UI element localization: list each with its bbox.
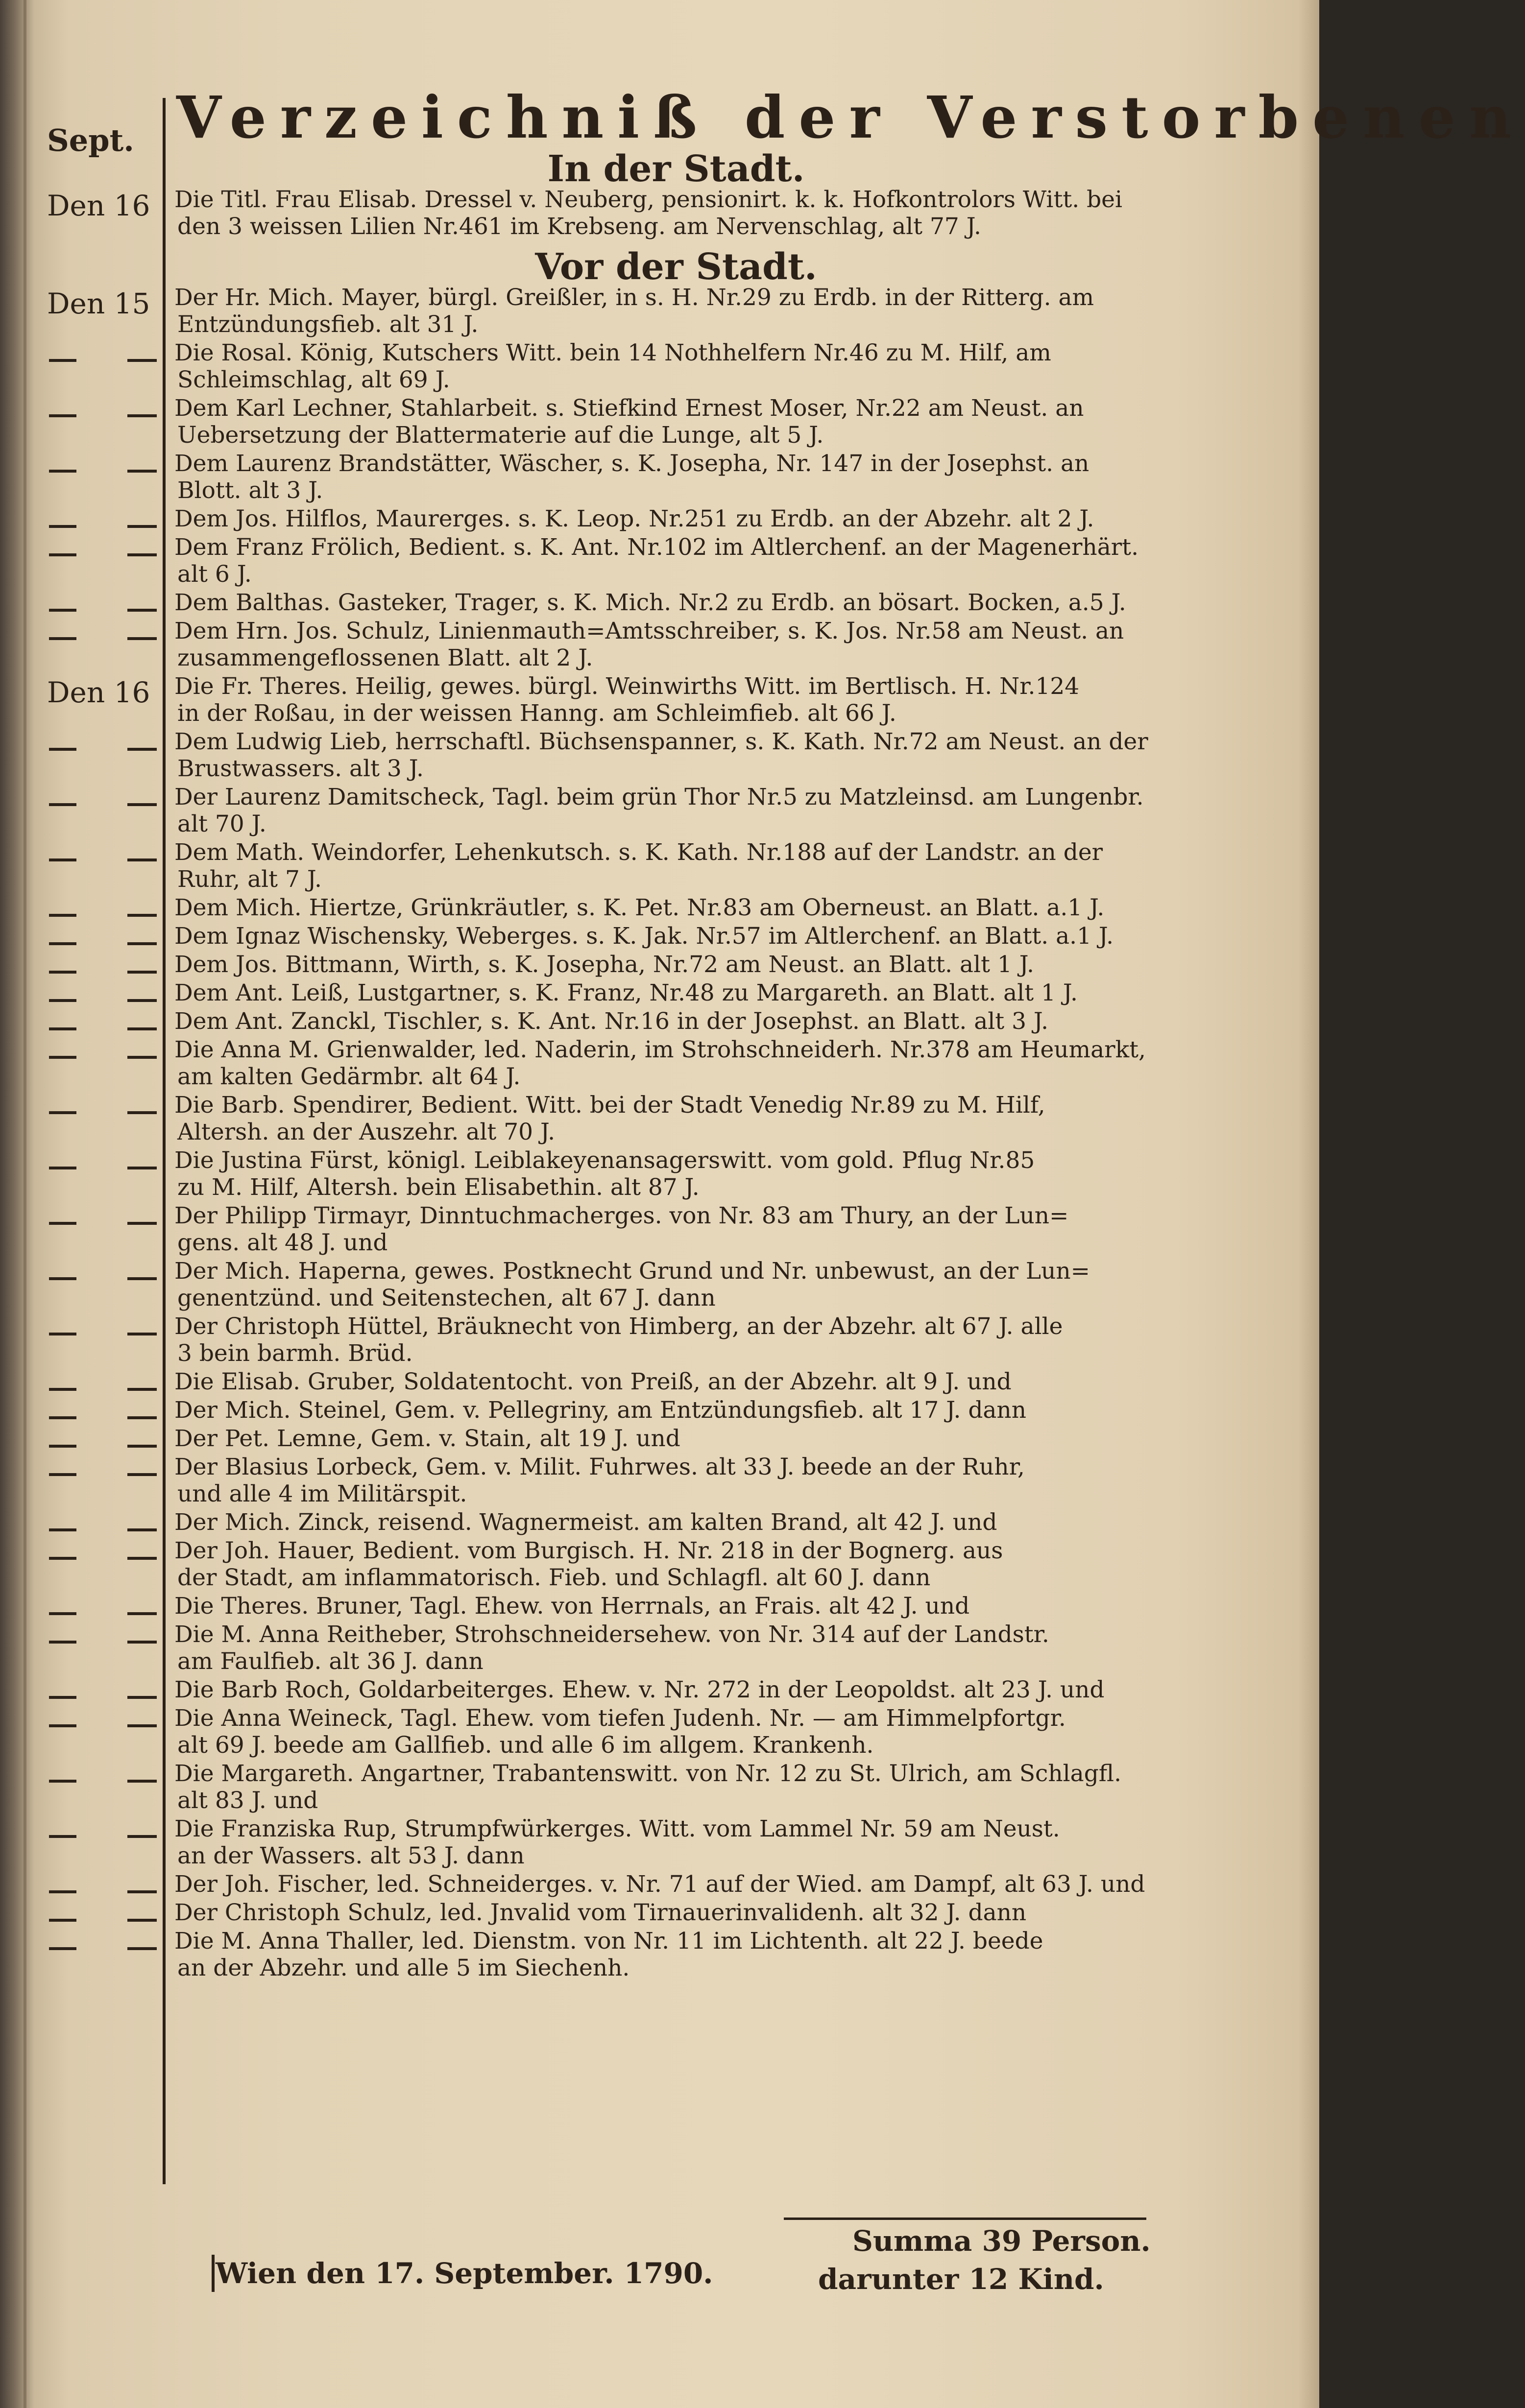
ditto-mark xyxy=(127,359,157,362)
ditto-mark xyxy=(127,1167,157,1169)
entry-line: Die Theres. Bruner, Tagl. Ehew. von Herrnals, an Frais. alt 42 J. und xyxy=(174,1593,970,1620)
ditto-mark xyxy=(127,553,157,556)
entry-line: Die Barb. Spendirer, Bedient. Witt. bei der Stadt Venedig Nr.89 zu M. Hilf, xyxy=(174,1092,1045,1119)
entry-line: alt 6 J. xyxy=(177,561,252,588)
ditto-mark xyxy=(49,914,76,917)
ditto-mark xyxy=(127,609,157,612)
entry-text xyxy=(174,589,1154,616)
children-count: darunter 12 Kind. xyxy=(818,2263,1104,2296)
entry-line: alt 69 J. beede am Gallfieb. und alle 6 im allgem. Krankenh. xyxy=(177,1732,874,1759)
entry-line: alt 83 J. und xyxy=(177,1787,318,1814)
ditto-mark xyxy=(49,1557,76,1560)
entry-text xyxy=(174,1397,1154,1424)
ditto-mark xyxy=(49,1890,76,1893)
entry-text xyxy=(174,951,1154,978)
entry-line: am kalten Gedärmbr. alt 64 J. xyxy=(177,1063,521,1090)
ditto-mark xyxy=(49,1388,76,1391)
ditto-mark xyxy=(49,1445,76,1448)
ditto-mark xyxy=(127,1222,157,1225)
entry-line: der Stadt, am inflammatorisch. Fieb. und Schlagfl. alt 60 J. dann xyxy=(177,1564,931,1591)
entry-text xyxy=(174,784,1154,837)
entry-text xyxy=(174,1815,1154,1869)
ditto-mark xyxy=(127,1277,157,1280)
ditto-mark xyxy=(127,1388,157,1391)
entry-text xyxy=(174,618,1154,671)
ditto-mark xyxy=(127,1557,157,1560)
ditto-mark xyxy=(127,525,157,528)
ditto-mark xyxy=(49,1919,76,1922)
ditto-mark xyxy=(127,1696,157,1699)
entry-text xyxy=(174,1202,1154,1256)
ditto-mark xyxy=(127,1724,157,1727)
entry-line: in der Roßau, in der weissen Hanng. am Schleimfieb. alt 66 J. xyxy=(177,700,896,727)
entry-text xyxy=(174,284,1154,338)
entry-line: Die Justina Fürst, königl. Leiblakeyenansagerswitt. vom gold. Pflug Nr.85 xyxy=(174,1147,1035,1174)
ditto-mark xyxy=(49,1947,76,1950)
ditto-mark xyxy=(127,1416,157,1419)
ditto-mark xyxy=(127,414,157,417)
ditto-mark xyxy=(49,942,76,945)
entry-line: Dem Jos. Bittmann, Wirth, s. K. Josepha, Nr.72 am Neust. an Blatt. alt 1 J. xyxy=(174,951,1034,978)
entry-line: genentzünd. und Seitenstechen, alt 67 J. dann xyxy=(177,1285,716,1311)
entry-line: Der Hr. Mich. Mayer, bürgl. Greißler, in s. H. Nr.29 zu Erdb. in der Ritterg. am xyxy=(174,284,1094,311)
ditto-mark xyxy=(49,1167,76,1169)
entry-line: den 3 weissen Lilien Nr.461 im Krebseng. am Nervenschlag, alt 77 J. xyxy=(177,213,981,240)
ditto-mark xyxy=(127,803,157,806)
ditto-mark xyxy=(49,1416,76,1419)
entry-line: Dem Balthas. Gasteker, Trager, s. K. Mich. Nr.2 zu Erdb. an bösart. Bocken, a.5 J. xyxy=(174,589,1126,616)
ditto-mark xyxy=(49,1056,76,1059)
ditto-mark xyxy=(49,359,76,362)
entry-line: Dem Ludwig Lieb, herrschaftl. Büchsenspanner, s. K. Kath. Nr.72 am Neust. an der xyxy=(174,728,1148,755)
entry-line: Die Anna M. Grienwalder, led. Naderin, im Strohschneiderh. Nr.378 am Heumarkt, xyxy=(174,1036,1146,1063)
ditto-mark xyxy=(127,1947,157,1950)
entry-text xyxy=(174,1036,1154,1090)
entry-line: Dem Laurenz Brandstätter, Wäscher, s. K. Josepha, Nr. 147 in der Josephst. an xyxy=(174,450,1089,477)
entry-line: 3 bein barmh. Brüd. xyxy=(177,1340,413,1367)
ditto-mark xyxy=(127,470,157,473)
entry-text xyxy=(174,728,1154,782)
entry-text xyxy=(174,673,1154,727)
ditto-mark xyxy=(127,999,157,1002)
section-heading-city: In der Stadt. xyxy=(547,148,805,190)
entry-line: Der Mich. Steinel, Gem. v. Pellegriny, am Entzündungsfieb. alt 17 J. dann xyxy=(174,1397,1026,1424)
ditto-mark xyxy=(49,414,76,417)
month-label: Sept. xyxy=(47,122,134,158)
ditto-mark xyxy=(127,1780,157,1783)
entry-line: Der Mich. Zinck, reisend. Wagnermeist. am kalten Brand, alt 42 J. und xyxy=(174,1509,997,1536)
ditto-mark xyxy=(49,637,76,640)
place-date: Wien den 17. September. 1790. xyxy=(216,2257,713,2290)
entry-text xyxy=(174,1676,1154,1703)
entry-text xyxy=(174,923,1154,950)
entry-line: an der Wassers. alt 53 J. dann xyxy=(177,1842,525,1869)
entry-text xyxy=(174,1147,1154,1201)
entry-text xyxy=(174,1368,1154,1395)
entry-text xyxy=(174,1454,1154,1507)
entry-text xyxy=(174,1537,1154,1591)
entry-text xyxy=(174,1705,1154,1759)
entry-line: Dem Hrn. Jos. Schulz, Linienmauth=Amtsschreiber, s. K. Jos. Nr.58 am Neust. an xyxy=(174,618,1124,644)
entry-text xyxy=(174,186,1154,240)
entry-line: Altersh. an der Auszehr. alt 70 J. xyxy=(177,1119,556,1145)
entry-line: Der Mich. Haperna, gewes. Postknecht Grund und Nr. unbewust, an der Lun= xyxy=(174,1258,1090,1285)
entry-line: Der Christoph Schulz, led. Jnvalid vom Tirnauerinvalidenh. alt 32 J. dann xyxy=(174,1899,1027,1926)
entry-line: alt 70 J. xyxy=(177,811,266,837)
entry-line: Brustwassers. alt 3 J. xyxy=(177,755,424,782)
ditto-mark xyxy=(49,1641,76,1644)
ditto-mark xyxy=(127,748,157,751)
ditto-mark xyxy=(127,1528,157,1531)
ditto-mark xyxy=(127,1919,157,1922)
ditto-mark xyxy=(49,553,76,556)
entry-line: Die Anna Weineck, Tagl. Ehew. vom tiefen Judenh. Nr. — am Himmelpfortgr. xyxy=(174,1705,1066,1732)
ditto-mark xyxy=(49,1528,76,1531)
entry-text xyxy=(174,395,1154,449)
ditto-mark xyxy=(127,1027,157,1030)
entry-text xyxy=(174,1258,1154,1311)
ditto-mark xyxy=(49,1724,76,1727)
ditto-mark xyxy=(49,1612,76,1615)
entry-text xyxy=(174,1425,1154,1452)
entry-text xyxy=(174,1899,1154,1926)
ditto-mark xyxy=(127,1473,157,1476)
entry-text xyxy=(174,1871,1154,1898)
entry-line: Die Titl. Frau Elisab. Dressel v. Neuberg, pensionirt. k. k. Hofkontrolors Witt. bei xyxy=(174,186,1123,213)
document-title: Verzeichniß der Verstorbenen xyxy=(176,83,1525,151)
entry-date: Den 16 xyxy=(47,676,150,709)
entry-line: Dem Jos. Hilflos, Maurerges. s. K. Leop. Nr.251 zu Erdb. an der Abzehr. alt 2 J. xyxy=(174,505,1094,532)
entry-text xyxy=(174,839,1154,893)
ditto-mark xyxy=(127,858,157,861)
entry-line: Dem Ant. Zanckl, Tischler, s. K. Ant. Nr.16 in der Josephst. an Blatt. alt 3 J. xyxy=(174,1008,1049,1035)
entry-line: Der Joh. Hauer, Bedient. vom Burgisch. H. Nr. 218 in der Bognerg. aus xyxy=(174,1537,1003,1564)
footer-rule xyxy=(212,2255,215,2292)
entry-line: Die M. Anna Thaller, led. Dienstm. von Nr. 11 im Lichtenth. alt 22 J. beede xyxy=(174,1928,1043,1955)
ditto-mark xyxy=(127,1056,157,1059)
entry-line: Entzündungsfieb. alt 31 J. xyxy=(177,311,479,338)
ditto-mark xyxy=(49,1027,76,1030)
entry-line: am Faulfieb. alt 36 J. dann xyxy=(177,1648,484,1675)
section-heading-outside: Vor der Stadt. xyxy=(535,246,817,288)
entry-line: Der Pet. Lemne, Gem. v. Stain, alt 19 J. und xyxy=(174,1425,680,1452)
entry-text xyxy=(174,979,1154,1006)
entry-text xyxy=(174,1928,1154,1981)
entry-line: Dem Karl Lechner, Stahlarbeit. s. Stiefkind Ernest Moser, Nr.22 am Neust. an xyxy=(174,395,1084,422)
entry-line: Die M. Anna Reitheber, Strohschneidersehew. von Nr. 314 auf der Landstr. xyxy=(174,1621,1049,1648)
entry-line: zu M. Hilf, Altersh. bein Elisabethin. alt 87 J. xyxy=(177,1174,700,1201)
ditto-mark xyxy=(127,637,157,640)
entry-line: Die Rosal. König, Kutschers Witt. bein 14 Nothhelfern Nr.46 zu M. Hilf, am xyxy=(174,339,1051,366)
ditto-mark xyxy=(127,942,157,945)
ditto-mark xyxy=(49,525,76,528)
entry-line: Der Philipp Tirmayr, Dinntuchmacherges. von Nr. 83 am Thury, an der Lun= xyxy=(174,1202,1069,1229)
entry-line: Dem Mich. Hiertze, Grünkräutler, s. K. Pet. Nr.83 am Oberneust. an Blatt. a.1 J. xyxy=(174,894,1105,921)
entry-line: Die Franziska Rup, Strumpfwürkerges. Witt. vom Lammel Nr. 59 am Neust. xyxy=(174,1815,1060,1842)
ditto-mark xyxy=(49,1835,76,1838)
entry-text xyxy=(174,450,1154,504)
entry-text xyxy=(174,1509,1154,1536)
entry-line: gens. alt 48 J. und xyxy=(177,1229,388,1256)
column-rule xyxy=(163,98,166,2184)
ditto-mark xyxy=(127,1445,157,1448)
ditto-mark xyxy=(49,999,76,1002)
entry-line: Der Blasius Lorbeck, Gem. v. Milit. Fuhrwes. alt 33 J. beede an der Ruhr, xyxy=(174,1454,1025,1480)
entry-line: Uebersetzung der Blattermaterie auf die Lunge, alt 5 J. xyxy=(177,422,824,449)
ditto-mark xyxy=(49,1111,76,1114)
entry-line: Ruhr, alt 7 J. xyxy=(177,866,322,893)
ditto-mark xyxy=(49,1473,76,1476)
entry-line: Die Elisab. Gruber, Soldatentocht. von Preiß, an der Abzehr. alt 9 J. und xyxy=(174,1368,1012,1395)
entry-line: Der Christoph Hüttel, Bräuknecht von Himberg, an der Abzehr. alt 67 J. alle xyxy=(174,1313,1063,1340)
entry-line: Die Margareth. Angartner, Trabantenswitt. von Nr. 12 zu St. Ulrich, am Schlagfl. xyxy=(174,1760,1122,1787)
entry-text xyxy=(174,505,1154,532)
entry-text xyxy=(174,894,1154,921)
entry-line: Schleimschlag, alt 69 J. xyxy=(177,366,450,393)
entry-line: Dem Ignaz Wischensky, Weberges. s. K. Jak. Nr.57 im Altlerchenf. an Blatt. a.1 J. xyxy=(174,923,1114,950)
entry-text xyxy=(174,339,1154,393)
entry-line: und alle 4 im Militärspit. xyxy=(177,1480,467,1507)
summary-rule xyxy=(784,2217,1146,2220)
ditto-mark xyxy=(49,858,76,861)
ditto-mark xyxy=(49,609,76,612)
entry-date: Den 15 xyxy=(47,287,150,320)
entry-text xyxy=(174,1621,1154,1675)
entry-line: Die Fr. Theres. Heilig, gewes. bürgl. Weinwirths Witt. im Bertlisch. H. Nr.124 xyxy=(174,673,1080,700)
entry-text xyxy=(174,1092,1154,1145)
entry-line: Die Barb Roch, Goldarbeiterges. Ehew. v. Nr. 272 in der Leopoldst. alt 23 J. und xyxy=(174,1676,1105,1703)
ditto-mark xyxy=(49,1696,76,1699)
ditto-mark xyxy=(127,1612,157,1615)
entry-line: Der Joh. Fischer, led. Schneiderges. v. Nr. 71 auf der Wied. am Dampf, alt 63 J. und xyxy=(174,1871,1145,1898)
entry-text xyxy=(174,534,1154,588)
ditto-mark xyxy=(49,748,76,751)
entry-date: Den 16 xyxy=(47,189,150,222)
ditto-mark xyxy=(49,1780,76,1783)
ditto-mark xyxy=(127,1835,157,1838)
entry-line: an der Abzehr. und alle 5 im Siechenh. xyxy=(177,1955,630,1981)
total-count: Summa 39 Person. xyxy=(852,2224,1151,2258)
ditto-mark xyxy=(49,470,76,473)
ditto-mark xyxy=(49,803,76,806)
ditto-mark xyxy=(49,1222,76,1225)
ditto-mark xyxy=(127,971,157,974)
ditto-mark xyxy=(49,1277,76,1280)
entry-line: Dem Ant. Leiß, Lustgartner, s. K. Franz, Nr.48 zu Margareth. an Blatt. alt 1 J. xyxy=(174,979,1078,1006)
entry-line: Dem Franz Frölich, Bedient. s. K. Ant. Nr.102 im Altlerchenf. an der Magenerhärt. xyxy=(174,534,1139,561)
entry-line: Der Laurenz Damitscheck, Tagl. beim grün Thor Nr.5 zu Matzleinsd. am Lungenbr. xyxy=(174,784,1144,811)
entry-text xyxy=(174,1313,1154,1367)
entry-line: zusammengeflossenen Blatt. alt 2 J. xyxy=(177,644,593,671)
entry-line: Blott. alt 3 J. xyxy=(177,477,323,504)
ditto-mark xyxy=(127,914,157,917)
ditto-mark xyxy=(127,1111,157,1114)
ditto-mark xyxy=(127,1333,157,1335)
entry-text xyxy=(174,1760,1154,1814)
entry-text xyxy=(174,1593,1154,1620)
ditto-mark xyxy=(127,1890,157,1893)
ditto-mark xyxy=(127,1641,157,1644)
ditto-mark xyxy=(49,1333,76,1335)
entry-text xyxy=(174,1008,1154,1035)
ditto-mark xyxy=(49,971,76,974)
entry-line: Dem Math. Weindorfer, Lehenkutsch. s. K. Kath. Nr.188 auf der Landstr. an der xyxy=(174,839,1103,866)
